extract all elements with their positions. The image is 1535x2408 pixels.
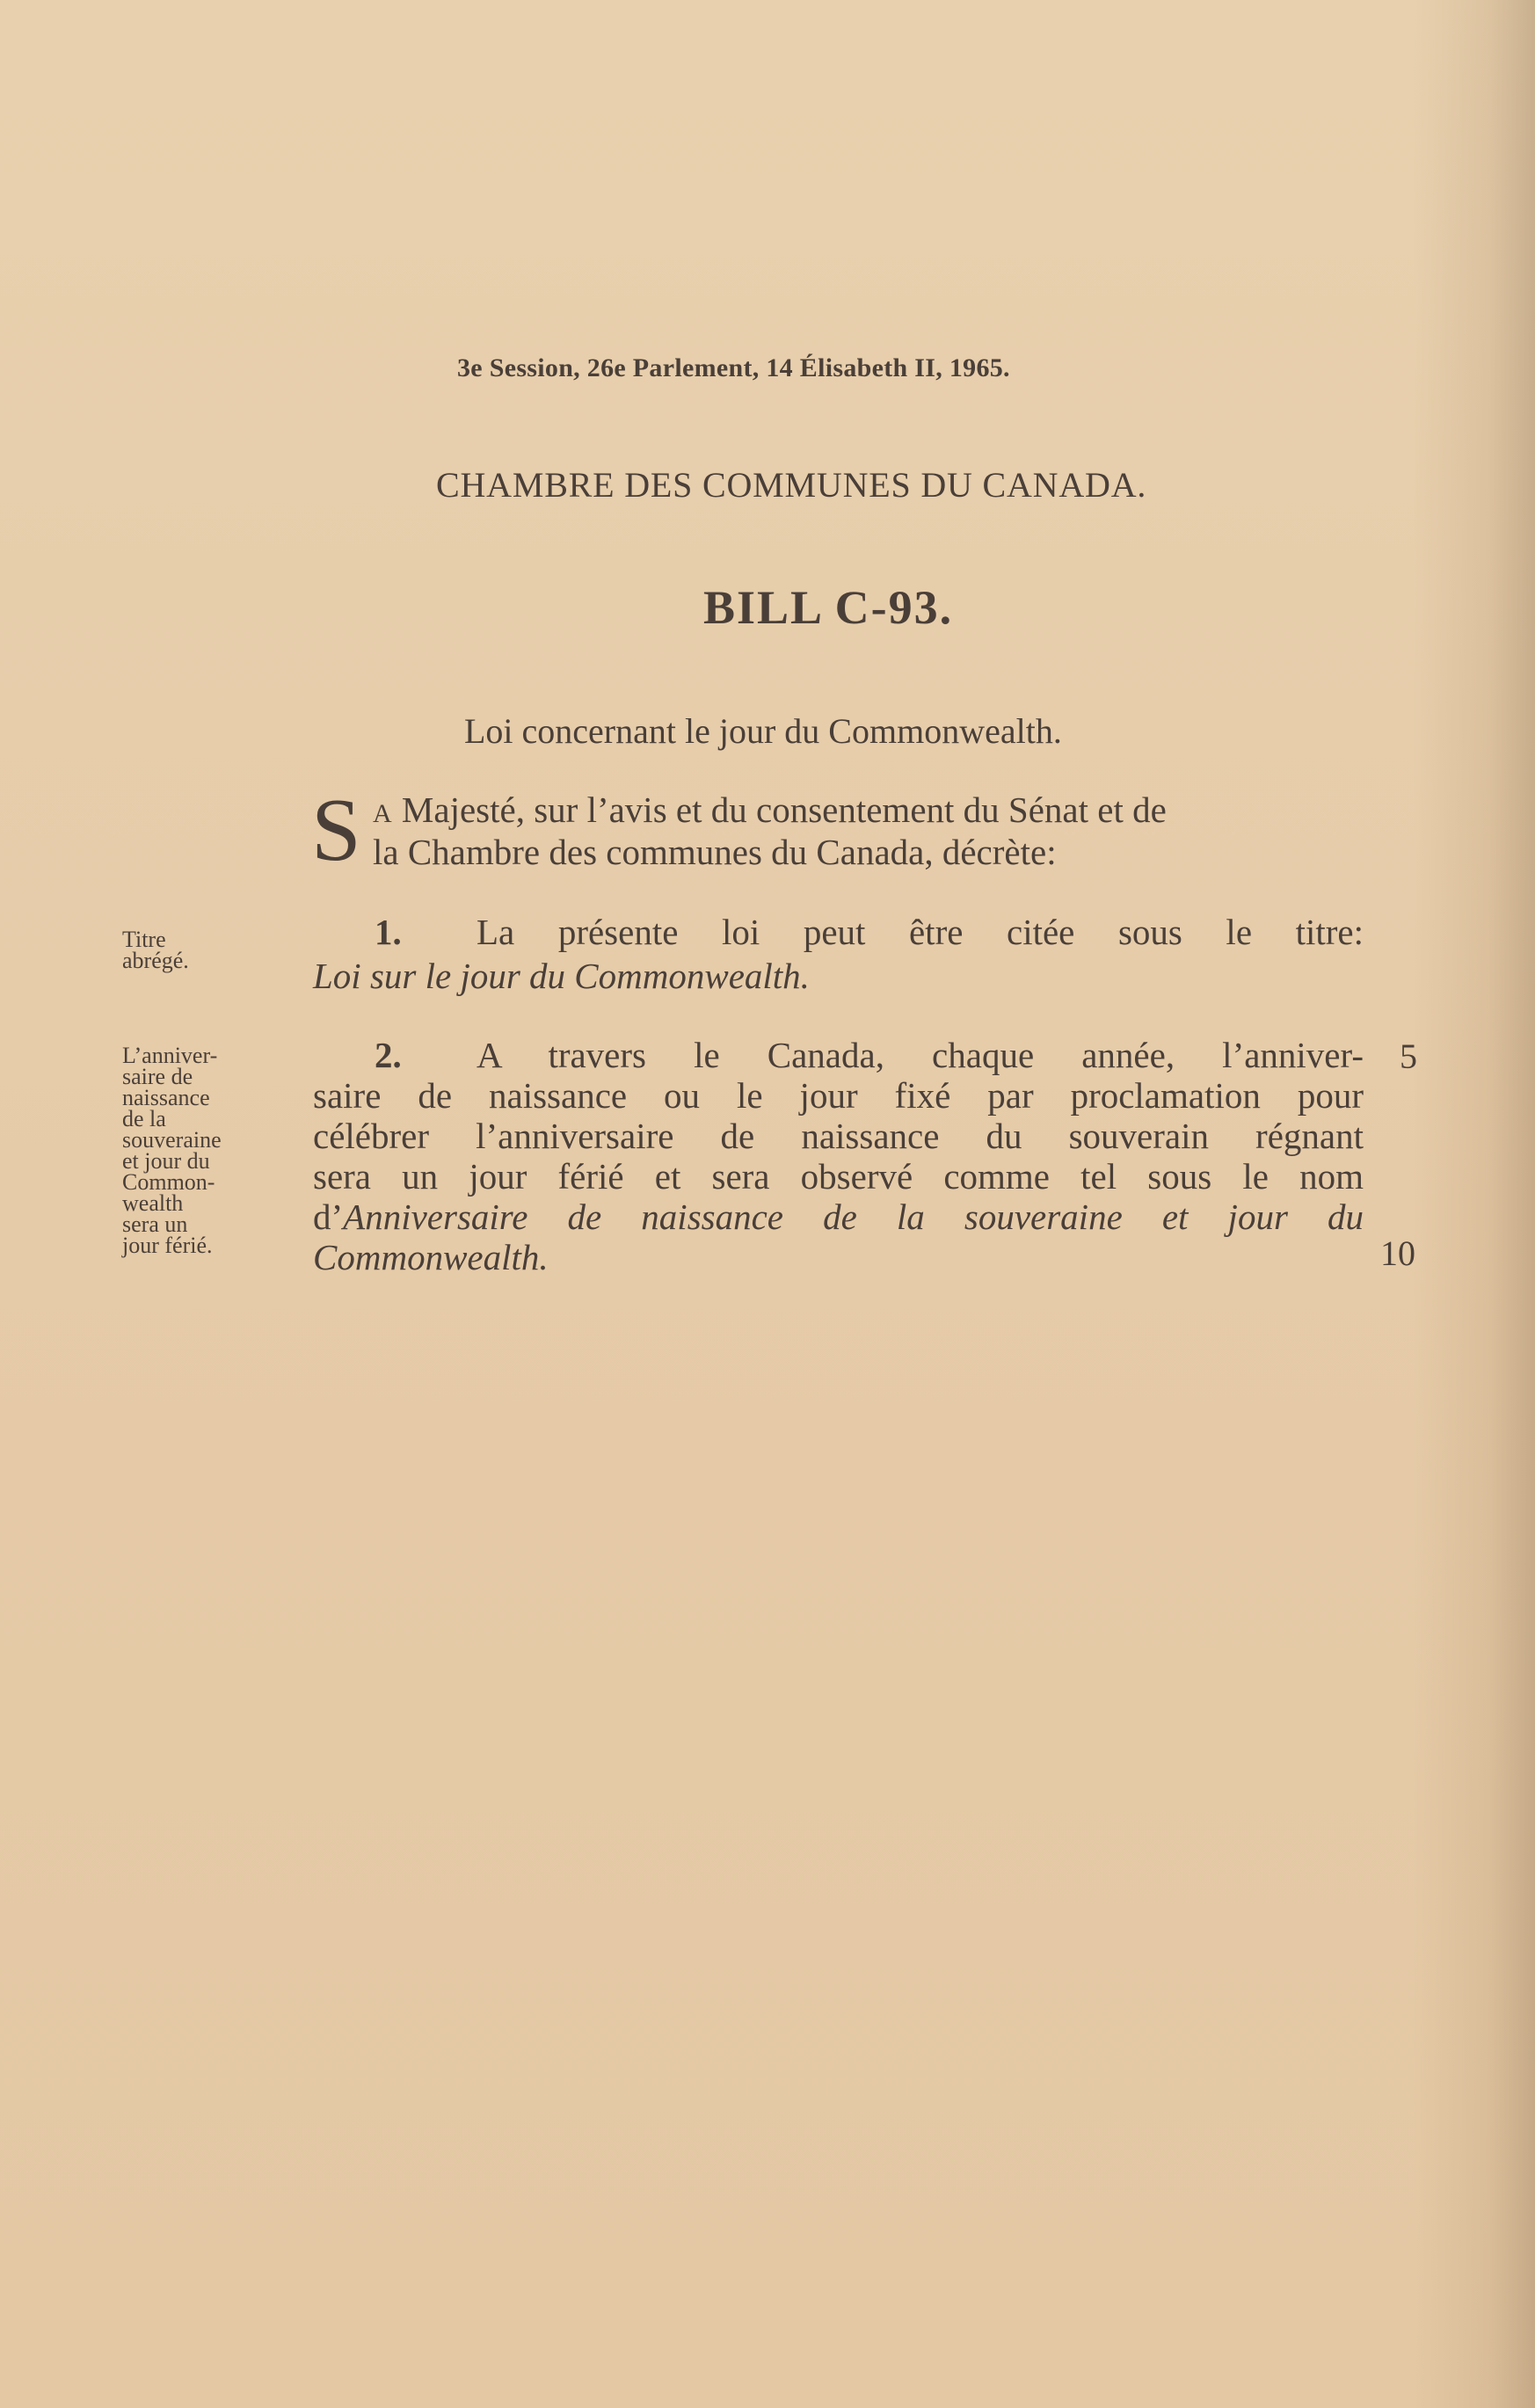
- bill-title: BILL C-93.: [703, 581, 954, 634]
- drop-cap: S: [311, 781, 361, 880]
- enacting-line-2: la Chambre des communes du Canada, décrète:: [373, 832, 1057, 872]
- marginal-note-line: L’anniver-: [122, 1043, 218, 1068]
- section-2-line-1-text: A travers le Canada, chaque année, l’anniver-: [477, 1035, 1364, 1075]
- line-number-10: 10: [1380, 1233, 1415, 1273]
- section-2-line-3: célébrer l’anniversaire de naissance du souverain régnant: [313, 1116, 1364, 1156]
- marginal-note-section-1: [122, 929, 189, 971]
- section-2-line-4: sera un jour férié et sera observé comme tel sous le nom: [313, 1156, 1364, 1197]
- short-title-italic: Loi sur le jour du Commonwealth.: [313, 956, 810, 996]
- section-1-line-1: [313, 912, 1364, 952]
- marginal-note-line: jour férié.: [122, 1233, 213, 1258]
- line-number-5: 5: [1400, 1037, 1417, 1076]
- marginal-note-line: souveraine: [122, 1127, 222, 1153]
- marginal-note-line: abrégé.: [122, 948, 189, 973]
- marginal-note-line: sera un: [122, 1211, 188, 1237]
- section-number: 1.: [375, 912, 402, 952]
- section-2-line-6: [313, 1237, 549, 1277]
- section-2-line-2: saire de naissance ou le jour fixé par proclamation pour: [313, 1075, 1364, 1116]
- marginal-note-line: saire de: [122, 1064, 193, 1089]
- session-line: 3e Session, 26e Parlement, 14 Élisabeth II, 1965.: [457, 353, 1010, 382]
- section-2-line-5: [313, 1197, 1364, 1237]
- enacting-smallcaps: A: [373, 799, 393, 828]
- marginal-note-line: et jour du: [122, 1148, 210, 1174]
- enacting-line-1-text: Majesté, sur l’avis et du consentement du Sénat et de: [392, 789, 1167, 830]
- chamber-heading: CHAMBRE DES COMMUNES DU CANADA.: [436, 465, 1147, 505]
- section-2-line-1: [313, 1035, 1364, 1075]
- marginal-note-line: naissance: [122, 1085, 210, 1110]
- section-1-line-1-text: La présente loi peut être citée sous le titre:: [477, 912, 1364, 952]
- marginal-note-section-2: [122, 1045, 222, 1256]
- section-1-line-2: [313, 956, 810, 996]
- marginal-note-line: wealth: [122, 1190, 184, 1216]
- holiday-name-italic-end: Commonwealth.: [313, 1237, 549, 1277]
- marginal-note-line: Titre: [122, 927, 166, 952]
- marginal-note-line: Common-: [122, 1169, 215, 1195]
- section-2-line-5-prefix: d’: [313, 1197, 344, 1237]
- marginal-note-line: de la: [122, 1106, 166, 1131]
- long-title: Loi concernant le jour du Commonwealth.: [464, 711, 1062, 751]
- enacting-line-1: [373, 789, 1167, 834]
- section-number: 2.: [375, 1035, 402, 1075]
- holiday-name-italic: Anniversaire de naissance de la souveraine et jour du: [343, 1197, 1364, 1237]
